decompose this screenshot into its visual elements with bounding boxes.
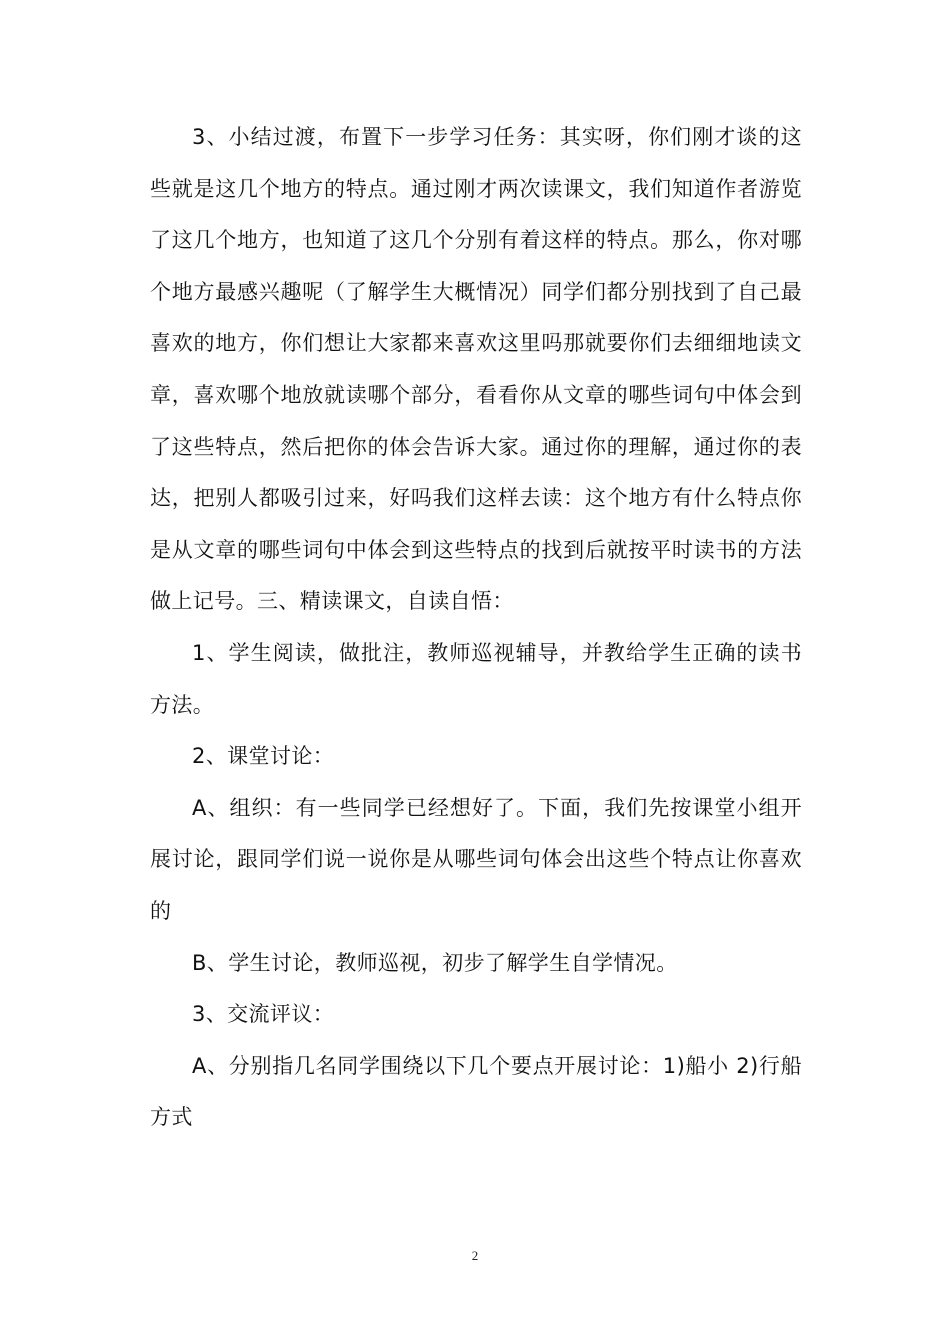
paragraph-student-reading: 1、学生阅读，做批注，教师巡视辅导，并教给学生正确的读书方法。 [150,640,802,717]
paragraph-discussion-points: A、分别指几名同学围绕以下几个要点开展讨论：1)船小 2)行船方式 [150,1053,802,1130]
paragraph-transition-task: 3、小结过渡，布置下一步学习任务：其实呀，你们刚才谈的这些就是这几个地方的特点。通过刚才两次读课文，我们知道作者游览了这几个地方，也知道了这几个分别有着这样的特点。那么，你对哪个地方最感兴趣呢（了解学生大概情况）同学们都分别找到了自己最喜欢的地方，你们想让大家都来喜欢这里吗那就要你们去细细地读文章，喜欢哪个地放就读哪个部分，看看你从文章的哪些词句中体会到了这些特点，然后把你的体会告诉大家。通过你的理解，通过你的表达，把别人都吸引过来，好吗我们这样去读：这个地方有什么特点你是从文章的哪些词句中体会到这些特点的找到后就按平时读书的方法做上记号。三、精读课文，自读自悟： [150,125,802,614]
page-number: 2 [471,1248,479,1263]
paragraph-organize: A、组织：有一些同学已经想好了。下面，我们先按课堂小组开展讨论，跟同学们说一说你是从哪些词句体会出这些个特点让你喜欢的 [150,795,802,923]
document-body [150,112,802,1144]
paragraph-student-discussion: B、学生讨论，教师巡视，初步了解学生自学情况。 [192,950,678,975]
paragraph-class-discussion: 2、课堂讨论： [192,744,335,769]
paragraph-exchange-review: 3、交流评议： [192,1002,335,1027]
